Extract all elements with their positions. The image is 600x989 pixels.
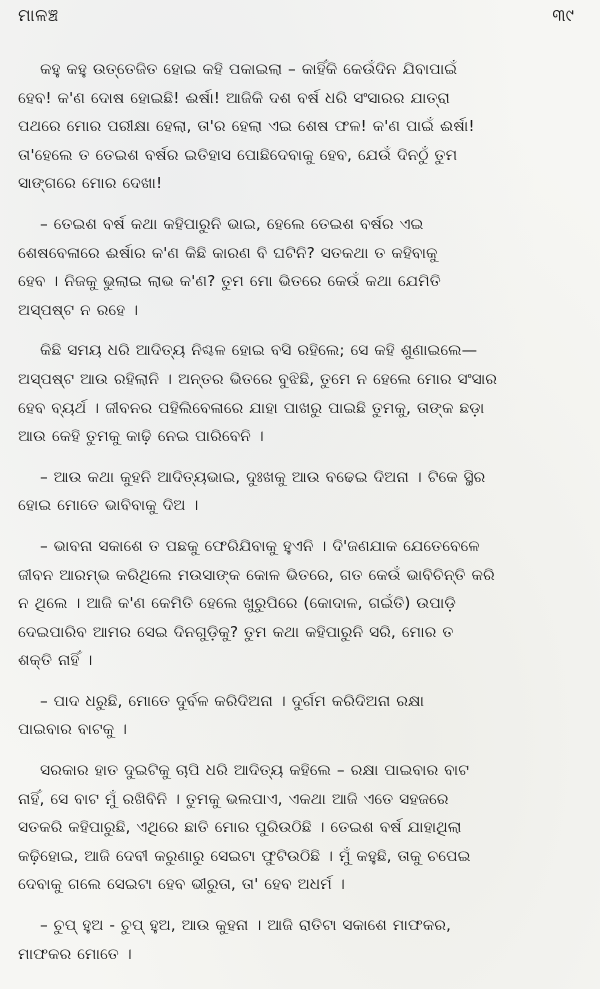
paragraph (18, 336, 586, 450)
text-line: କଢ଼ିହୋଇ, ଆଜି ଦେବୀ କରୁଣାରୁ ସେଇଟା ଫୁଟିଉଠିଛି । ମୁଁ କହୁଛି, ତାକୁ ଚପେଇ (18, 846, 471, 865)
text-line: – ପାଦ ଧରୁଛି, ମୋତେ ଦୁର୍ବଳ କରିଦିଅନା । ଦୁର୍ଗମ କରିଦିଅନା ରକ୍ଷା (40, 691, 425, 710)
text-line: ଅସ୍ପଷ୍ଟ ଆଉ ରହିଲାନି । ଅନ୍ତର ଭିତରେ ବୁଝିଛି, ତୁମେ ନ ହେଲେ ମୋର ସଂସାର (18, 369, 498, 388)
text-line: ହୋଇ ମୋତେ ଭାବିବାକୁ ଦିଅ । (18, 496, 199, 515)
paragraph (18, 55, 586, 198)
paragraph (18, 463, 586, 520)
text-line: ହେବ । ନିଜକୁ ଭୁଲାଇ ଲାଭ କ'ଣ? ତୁମ ମୋ ଭିତରେ କେଉଁ କଥା ଯେମିତି (18, 272, 441, 291)
text-line: ପଥରେ ମୋର ପରୀକ୍ଷା ହେଲା, ତା'ର ହେଲା ଏଇ ଶେଷ ଫଳ! କ'ଣ ପାଇଁ ଈର୍ଷା! (18, 117, 475, 136)
text-line: ସାଙ୍ଗରେ ମୋର ଦେଖା! (18, 174, 163, 193)
text-line: – ତେଇଶ ବର୍ଷ କଥା କହିପାରୁନି ଭାଇ, ହେଲେ ତେଇଶ ବର୍ଷର ଏଇ (40, 214, 424, 233)
text-line: କିଛି ସମୟ ଧରି ଆଦିତ୍ୟ ନିଶ୍ଚଳ ହୋଇ ବସି ରହିଲେ; ସେ କହି ଶୁଣାଇଲେ— (40, 341, 478, 360)
text-line: ସତକରି କହିପାରୁଛି, ଏଥିରେ ଛାତି ମୋର ପୁରିଉଠିଛି । ତେଇଶ ବର୍ଷ ଯାହାଥିଲା (18, 818, 462, 837)
text-line: ସରକାର ହାତ ଦୁଇଟିକୁ ଚାପି ଧରି ଆଦିତ୍ୟ କହିଲେ – ରକ୍ଷା ପାଇବାର ବାଟ (40, 761, 469, 780)
text-line: ଦେଇପାରିବ ଆମର ସେଇ ଦିନଗୁଡ଼ିକୁ? ତୁମ କଥା କହିପାରୁନି ସରି, ମୋର ତ (18, 622, 454, 641)
paragraph (18, 210, 586, 324)
text-line: ହେବ! କ'ଣ ଦୋଷ ହୋଇଛି! ଈର୍ଷା! ଆଜିକି ଦଶ ବର୍ଷ ଧରି ସଂସାରର ଯାତ୍ରା (18, 88, 450, 107)
text-line: ହେବ ବ୍ୟର୍ଥ । ଜୀବନର ପହିଲିବେଳାରେ ଯାହା ପାଖରୁ ପାଇଛି ତୁମକୁ, ତାଙ୍କ ଛଡ଼ା (18, 398, 485, 417)
text-line: ପାଇବାର ବାଟକୁ । (18, 720, 128, 739)
running-header-title: ମାଳଞ୍ଚ (18, 6, 59, 26)
text-line: ଜୀବନ ଆରମ୍ଭ କରିଥିଲେ ମଉସାଙ୍କ କୋଳ ଭିତରେ, ଗତ କେଉଁ ଭାବିଚିନ୍ତି କରି (18, 565, 495, 584)
text-line: ତା'ହେଲେ ତ ତେଇଶ ବର୍ଷର ଇତିହାସ ପୋଛିଦେବାକୁ ହେବ, ଯେଉଁ ଦିନଠୁଁ ତୁମ (18, 145, 458, 164)
text-line: – ଭାବନା ସକାଶେ ତ ପଛକୁ ଫେରିଯିବାକୁ ହୁଏନି । ଦି'ଜଣଯାକ ଯେତେବେଳେ (40, 536, 480, 555)
paragraph (18, 756, 586, 899)
paragraph (18, 532, 586, 675)
body-text (18, 55, 586, 968)
text-line: – ଚୁପ୍ ହୁଅ - ଚୁପ୍ ହୁଅ, ଆଉ କୁହନା । ଆଜି ରାତିଟା ସକାଶେ ମାଫକର, (40, 916, 451, 935)
text-line: ଦେବାକୁ ଗଲେ ସେଇଟା ହେବ ଭୀରୁତା, ତା' ହେବ ଅଧର୍ମ । (18, 875, 345, 894)
paragraph (18, 687, 586, 744)
text-line: – ଆଉ କଥା କୁହନି ଆଦିତ୍ୟଭାଇ, ଦୁଃଖକୁ ଆଉ ବଢେଇ ଦିଅନା । ଟିକେ ସ୍ଥିର (40, 467, 486, 486)
text-line: ନାହିଁ, ସେ ବାଟ ମୁଁ ରଖିବିନି । ତୁମକୁ ଭଲପାଏ, ଏକଥା ଆଜି ଏତେ ସହଜରେ (18, 789, 449, 808)
paragraph (18, 911, 586, 968)
text-line: କହୁ କହୁ ଉତ୍ତେଜିତ ହୋଇ କହି ପକାଇଲା – କାହିଁକି କେଉଁଦିନ ଯିବାପାଇଁ (40, 60, 458, 78)
text-line: ଆଉ କେହି ତୁମକୁ କାଢ଼ି ନେଇ ପାରିବେନି । (18, 427, 264, 446)
text-line: ଶକ୍ତି ନାହିଁ । (18, 651, 93, 670)
text-line: ଅସ୍ପଷ୍ଟ ନ ରହେ । (18, 300, 139, 319)
text-line: ନ ଥିଲେ । ଆଜି କ'ଣ କେମିତି ହେଲେ ଖୁରୁପିରେ (କୋଦାଳ, ଗଇଁତି) ଉପାଡ଼ି (18, 594, 456, 613)
text-line: ମାଫକର ମୋତେ । (18, 944, 132, 963)
page-number: ୩୯ (552, 6, 574, 26)
text-line: ଶେଷବେଳାରେ ଈର୍ଷାର କ'ଣ କିଛି କାରଣ ବି ଘଟିନି? ସତକଥା ତ କହିବାକୁ (18, 243, 438, 262)
